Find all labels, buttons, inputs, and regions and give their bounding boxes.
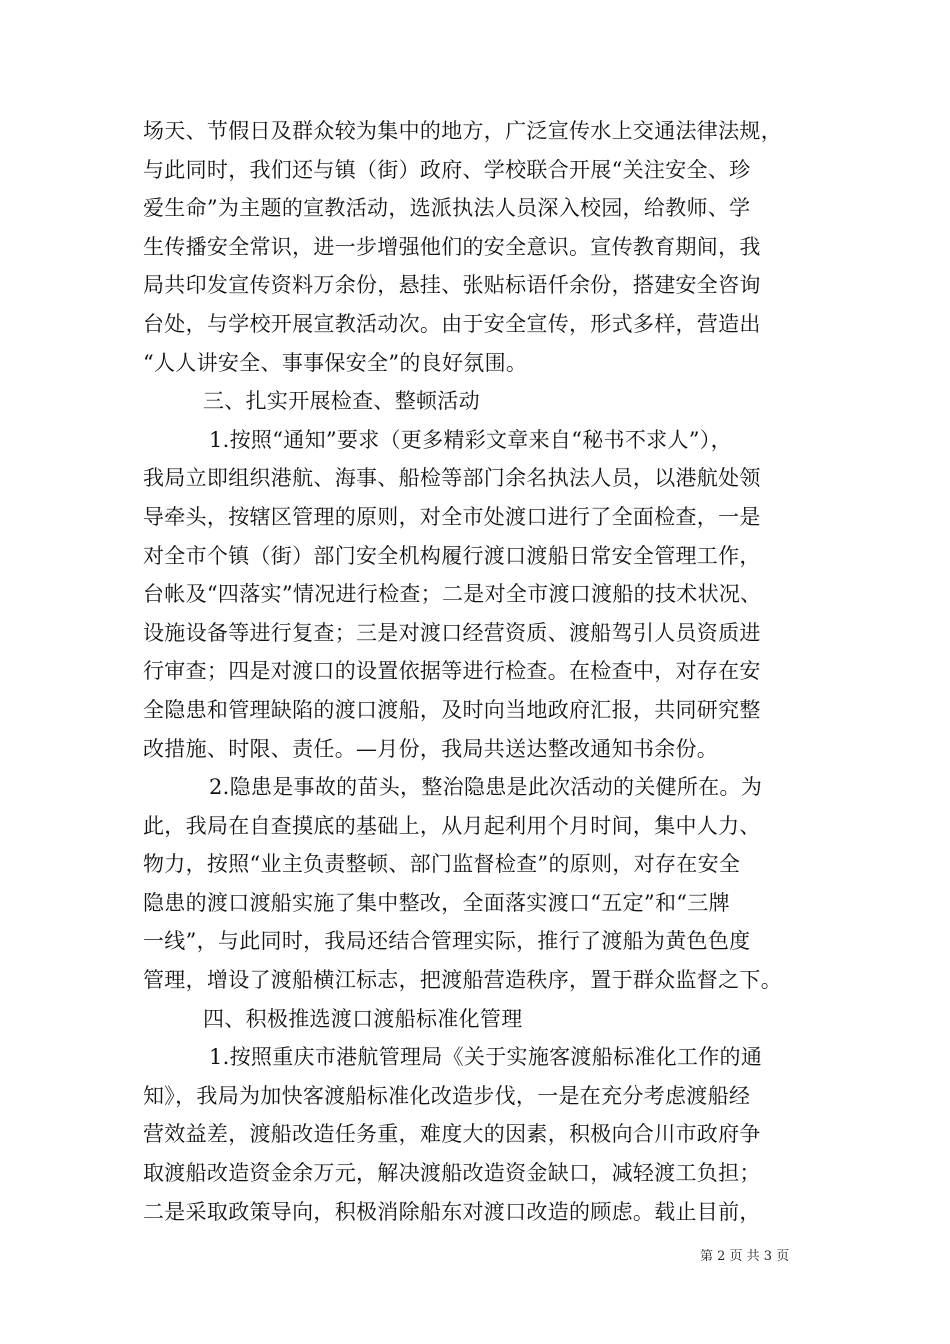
text-line: 台处，与学校开展宣教活动次。由于安全宣传，形式多样，营造出 (143, 311, 761, 336)
text-line: 1.按照重庆市港航管理局《关于实施客渡船标准化工作的通 (209, 1045, 763, 1070)
text-line: 二是采取政策导向，积极消除船东对渡口改造的顾虑。载止目前， (143, 1199, 761, 1224)
text-line: 取渡船改造资金余万元，解决渡船改造资金缺口，减轻渡工负担； (143, 1161, 761, 1186)
text-line: 2.隐患是事故的苗头，整治隐患是此次活动的关健所在。为 (209, 775, 763, 800)
text-line: 与此同时，我们还与镇（街）政府、学校联合开展“关注安全、珍 (143, 157, 751, 182)
text-line: 营效益差，渡船改造任务重，难度大的因素，积极向合川市政府争 (143, 1122, 761, 1147)
text-line: 对全市个镇（街）部门安全机构履行渡口渡船日常安全管理工作， (143, 543, 761, 568)
text-line: 隐患的渡口渡船实施了集中整改，全面落实渡口“五定”和“三牌 (143, 890, 730, 915)
text-line: 设施设备等进行复查；三是对渡口经营资质、渡船驾引人员资质进 (143, 620, 761, 645)
page-number-footer: 第 2 页 共 3 页 (700, 1249, 790, 1264)
text-line: 生传播安全常识，进一步增强他们的安全意识。宣传教育期间，我 (143, 234, 761, 259)
paragraph-publicity (143, 112, 823, 382)
section-heading-3 (143, 382, 823, 421)
text-line: 物力，按照“业主负责整顿、部门监督检查”的原则，对存在安全 (143, 852, 741, 877)
heading-line: 三、扎实开展检查、整顿活动 (203, 389, 480, 414)
text-line: 全隐患和管理缺陷的渡口渡船，及时向当地政府汇报，共同研究整 (143, 697, 761, 722)
text-line: 场天、节假日及群众较为集中的地方，广泛宣传水上交通法律法规， (143, 119, 782, 143)
text-line: 1.按照“通知”要求（更多精彩文章来自“秘书不求人”）， (209, 427, 732, 452)
document-body (143, 112, 823, 1231)
heading-line: 四、积极推选渡口渡船标准化管理 (203, 1006, 523, 1031)
text-line: 一线”，与此同时，我局还结合管理实际，推行了渡船为黄色色度 (143, 929, 751, 954)
section-heading-4 (143, 1000, 823, 1039)
text-line: 知》，我局为加快客渡船标准化改造步伐，一是在充分考虑渡船经 (143, 1083, 751, 1108)
text-line: 我局立即组织港航、海事、船检等部门余名执法人员，以港航处领 (143, 466, 761, 491)
text-line: 爱生命”为主题的宣教活动，选派执法人员深入校园，给教师、学 (143, 196, 751, 221)
text-line: 行审查；四是对渡口的设置依据等进行检查。在检查中，对存在安 (143, 659, 761, 684)
text-line: 台帐及“四落实”情况进行检查；二是对全市渡口渡船的技术状况、 (143, 582, 762, 607)
text-line: 此，我局在自查摸底的基础上，从月起利用个月时间，集中人力、 (143, 813, 761, 838)
text-line: 局共印发宣传资料万余份，悬挂、张贴标语仟余份，搭建安全咨询 (143, 273, 761, 298)
text-line: 导牵头，按辖区管理的原则，对全市处渡口进行了全面检查，一是 (143, 504, 761, 529)
text-line: 改措施、时限、责任。—月份，我局共送达整改通知书余份。 (143, 736, 719, 761)
paragraph-inspection-1 (143, 421, 823, 768)
text-line: “人人讲安全、事事保安全”的良好氛围。 (143, 350, 528, 375)
text-line: 管理，增设了渡船横江标志，把渡船营造秩序，置于群众监督之下。 (143, 968, 782, 993)
paragraph-standardization-1 (143, 1038, 823, 1231)
paragraph-inspection-2 (143, 768, 823, 1000)
